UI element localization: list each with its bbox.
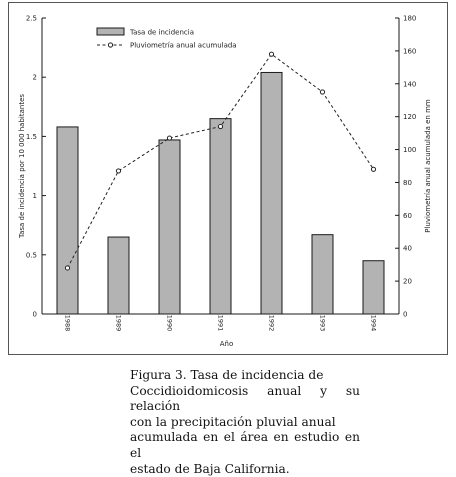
caption-line-1: Figura 3. Tasa de incidencia de [130, 368, 324, 382]
caption-line-3: con la precipitación pluvial anual [130, 414, 336, 429]
line-point [371, 167, 375, 171]
x-axis-title: Año [219, 340, 234, 348]
legend-label-rainfall: Pluviometría anual acumulada [130, 41, 237, 50]
bar [363, 261, 384, 314]
x-tick-label: 1989 [114, 314, 123, 332]
y-right-tick-label: 140 [403, 80, 417, 89]
y-left-tick-label: 2.5 [25, 14, 37, 23]
bar [159, 140, 180, 314]
line-point [320, 90, 324, 94]
bar [108, 237, 129, 314]
x-tick-label: 1992 [267, 314, 276, 332]
y-left-tick-label: 0.5 [25, 251, 37, 260]
y-left-axis-title: Tasa de incidencia por 10 000 habitantes [18, 93, 26, 239]
legend-label-incidence: Tasa de incidencia [130, 28, 194, 37]
y-right-tick-label: 160 [403, 47, 417, 56]
y-right-tick-label: 100 [403, 146, 417, 155]
x-tick-label: 1991 [216, 314, 225, 332]
line-point [269, 52, 273, 56]
bar [261, 72, 282, 314]
y-right-axis-title: Pluviometría anual acumulada en mm [424, 99, 432, 233]
caption-line-5: estado de Baja California. [130, 461, 290, 476]
y-right-tick-label: 20 [403, 277, 412, 286]
x-tick-label: 1990 [165, 314, 174, 332]
x-tick-label: 1994 [369, 314, 378, 332]
y-right-tick-label: 180 [403, 14, 417, 23]
line-point [65, 266, 69, 270]
y-left-tick-label: 2 [32, 73, 37, 82]
caption-line-4: acumulada en el área en estudio en el [130, 430, 360, 460]
figure-caption [130, 368, 360, 477]
y-right-tick-label: 40 [403, 244, 412, 253]
y-right-tick-label: 0 [403, 310, 408, 319]
line-point [116, 169, 120, 173]
y-right-tick-label: 120 [403, 113, 417, 122]
caption-line-2: Coccidioidomicosis anual y su relación [130, 383, 360, 414]
bar [312, 235, 333, 314]
legend-line-marker [108, 43, 112, 47]
y-left-tick-label: 1 [32, 192, 37, 201]
y-right-tick-label: 80 [403, 178, 412, 187]
x-tick-label: 1993 [318, 314, 327, 332]
x-tick-label: 1988 [63, 314, 72, 332]
bar [57, 127, 78, 314]
line-point [218, 124, 222, 128]
y-left-tick-label: 1.5 [25, 132, 37, 141]
y-right-tick-label: 60 [403, 211, 412, 220]
bar [210, 119, 231, 314]
line-point [167, 136, 171, 140]
y-left-tick-label: 0 [32, 310, 37, 319]
legend-bar-swatch [97, 28, 124, 35]
